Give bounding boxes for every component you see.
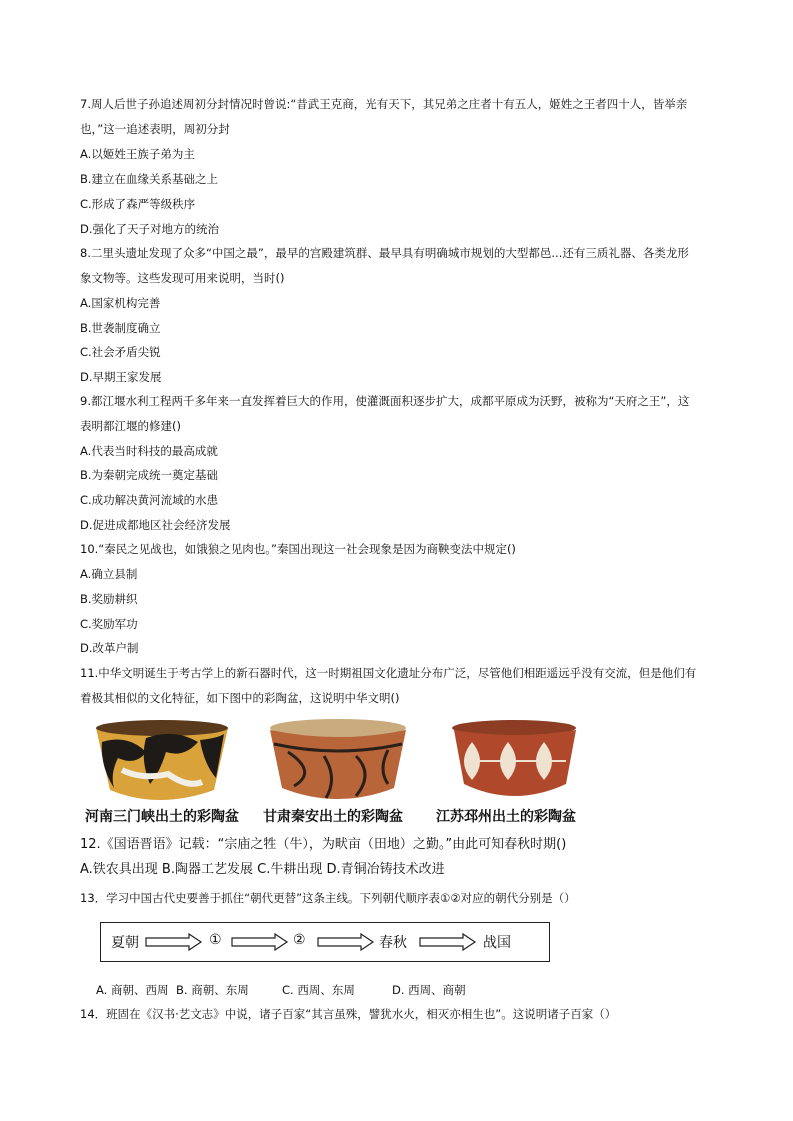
q8-option-b[interactable]: B.世袭制度确立: [80, 321, 161, 335]
q8-option-a[interactable]: A.国家机构完善: [80, 296, 161, 310]
q10-option-d[interactable]: D.改革户制: [80, 641, 139, 655]
q13-option-c[interactable]: C. 西周、东周: [282, 983, 355, 997]
caption-pizhou: 江苏邳州出土的彩陶盆: [436, 809, 576, 825]
painted-pottery-images: [88, 718, 608, 810]
dynasty-sequence-table: [100, 922, 550, 962]
arrow-right-icon: [317, 933, 375, 951]
sequence-xia: 夏朝: [111, 935, 139, 951]
q8-stem-line1: 8.二里头遗址发现了众多“中国之最”，最早的宫殿建筑群、最早具有明确城市规划的大型都邑...还有三质礼器、各类龙形: [80, 246, 689, 260]
q11-stem-line2: 着极其相似的文化特征，如下图中的彩陶盆，这说明中华文明(): [80, 691, 400, 705]
q13-option-a[interactable]: A. 商朝、西周: [96, 983, 169, 997]
q7-option-d[interactable]: D.强化了天子对地方的统治: [80, 222, 220, 236]
q8-stem-line2: 象文物等。这些发现可用来说明，当时(): [80, 271, 285, 285]
q9-stem-line2: 表明都江堰的修建(): [80, 419, 181, 433]
q8-option-d[interactable]: D.早期王家发展: [80, 370, 162, 384]
q7-option-a[interactable]: A.以姬姓王族子弟为主: [80, 147, 195, 161]
q9-option-c[interactable]: C.成功解决黄河流域的水患: [80, 493, 219, 507]
q13-stem-line1: 13．学习中国古代史要善于抓住“朝代更替”这条主线。下列朝代顺序表①②对应的朝代分别是（）: [80, 891, 576, 905]
q7-stem-line1: 7.周人后世子孙追述周初分封情况时曾说:“昔武王克商，光有天下，其兄弟之庄者十有五人，姬姓之王者四十人，皆举亲: [80, 97, 688, 111]
q13-option-b[interactable]: B. 商朝、东周: [176, 983, 249, 997]
arrow-right-icon: [145, 933, 203, 951]
sequence-blank-1: ①: [209, 932, 222, 948]
q9-stem-line1: 9.都江堰水利工程两千多年来一直发挥着巨大的作用，使灌溉面积逐步扩大，成都平原成为沃野，被称为“天府之王”，这: [80, 394, 690, 408]
q10-stem-line1: 10.“秦民之见战也，如饿狼之见肉也。”秦国出现这一社会现象是因为商鞅变法中规定(): [80, 542, 516, 556]
sequence-zhanguo: 战国: [483, 935, 511, 951]
q14-stem-line1: 14．班固在《汉书·艺文志》中说，诸子百家“其言虽殊，譬犹水火，相灭亦相生也”。这说明诸子百家（）: [80, 1007, 617, 1021]
arrow-right-icon: [231, 933, 289, 951]
q9-option-b[interactable]: B.为秦朝完成统一奠定基础: [80, 468, 219, 482]
sequence-blank-2: ②: [293, 932, 306, 948]
q10-option-a[interactable]: A.确立县制: [80, 567, 138, 581]
caption-qinan: 甘肃秦安出土的彩陶盆: [263, 809, 403, 825]
pottery-basin-sanmenxia: [96, 720, 228, 800]
q8-option-c[interactable]: C.社会矛盾尖锐: [80, 345, 161, 359]
q13-option-d[interactable]: D. 西周、商朝: [392, 983, 466, 997]
q7-option-c[interactable]: C.形成了森严等级秩序: [80, 197, 196, 211]
q11-stem-line1: 11.中华文明诞生于考古学上的新石器时代，这一时期祖国文化遗址分布广泛，尽管他们相距遥远乎没有交流，但是他们有: [80, 666, 697, 680]
arrow-right-icon: [419, 933, 477, 951]
q10-option-b[interactable]: B.奖励耕织: [80, 592, 138, 606]
caption-sanmenxia: 河南三门峡出土的彩陶盆: [85, 809, 239, 825]
q9-option-d[interactable]: D.促进成都地区社会经济发展: [80, 518, 231, 532]
q7-stem-line2: 也，”这一追述表明，周初分封: [80, 122, 230, 136]
q9-option-a[interactable]: A.代表当时科技的最高成就: [80, 444, 218, 458]
q7-option-b[interactable]: B.建立在血缘关系基础之上: [80, 172, 219, 186]
q10-option-c[interactable]: C.奖励军功: [80, 617, 138, 631]
sequence-chunqiu: 春秋: [379, 935, 407, 951]
pottery-basin-pizhou: [452, 720, 576, 796]
q12-options[interactable]: A.铁农具出现 B.陶器工艺发展 C.牛耕出现 D.青铜冶铸技术改进: [80, 862, 445, 877]
pottery-basin-qinan: [270, 719, 406, 799]
q12-stem-line1: 12.《国语晋语》记载：“宗庙之牲（牛），为畎亩（田地）之勤。”由此可知春秋时期(): [80, 837, 567, 852]
